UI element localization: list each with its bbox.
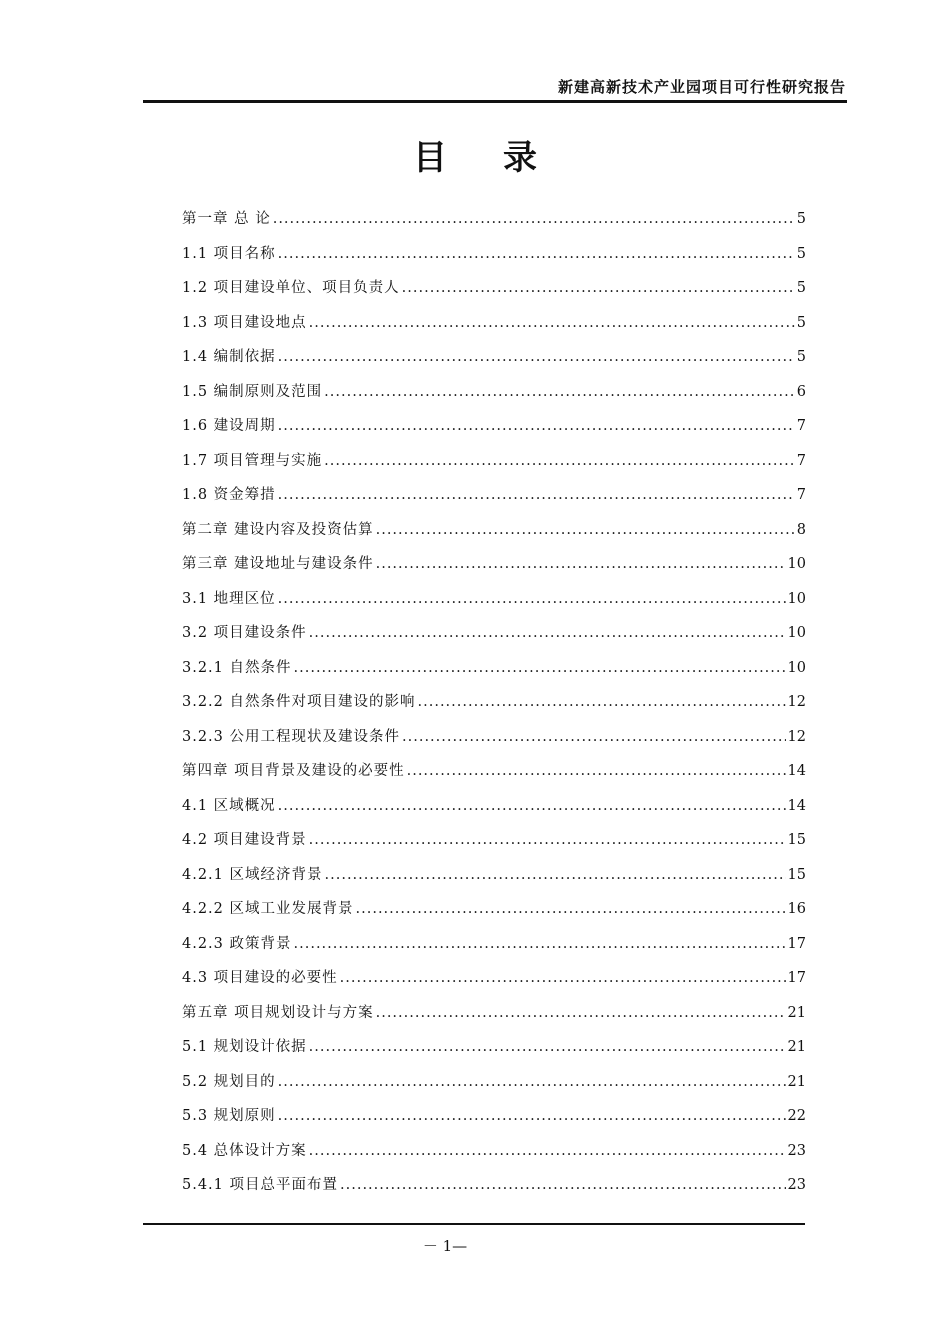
toc-entry-page: 14 xyxy=(787,763,806,779)
toc-entry-label: 第二章 建设内容及投资估算 xyxy=(182,521,374,538)
toc-entry-page: 10 xyxy=(787,556,806,572)
toc-entry[interactable] xyxy=(182,759,806,794)
toc-entry[interactable] xyxy=(182,656,806,691)
toc-entry-label: 4.3 项目建设的必要性 xyxy=(182,970,338,986)
toc-entry-page: 7 xyxy=(796,452,806,469)
toc-entry-label: 5.4.1 项目总平面布置 xyxy=(182,1177,339,1193)
toc-dot-leader xyxy=(278,1108,786,1124)
toc-entry[interactable] xyxy=(182,966,806,1001)
toc-entry-page: 12 xyxy=(787,694,806,710)
toc-entry-page: 17 xyxy=(787,935,806,952)
toc-entry[interactable] xyxy=(182,1104,806,1139)
toc-heading-char: 录 xyxy=(503,138,537,178)
toc-dot-leader xyxy=(407,763,786,779)
toc-entry-label: 3.2.2 自然条件对项目建设的影响 xyxy=(182,694,416,710)
toc-dot-leader xyxy=(376,556,786,572)
toc-dot-leader xyxy=(278,591,786,607)
toc-entry-label: 1.3 项目建设地点 xyxy=(182,314,307,331)
toc-dot-leader xyxy=(309,625,786,641)
toc-entry[interactable] xyxy=(182,621,806,656)
toc-entry[interactable] xyxy=(182,311,806,346)
toc-dot-leader xyxy=(309,1039,786,1055)
toc-entry[interactable] xyxy=(182,1173,806,1208)
toc-entry[interactable] xyxy=(182,725,806,760)
toc-entry[interactable] xyxy=(182,449,806,484)
toc-entry[interactable] xyxy=(182,897,806,932)
toc-entry-page: 22 xyxy=(787,1108,806,1124)
toc-entry-label: 1.2 项目建设单位、项目负责人 xyxy=(182,280,400,296)
toc-entry-label: 3.2.3 公用工程现状及建设条件 xyxy=(182,728,401,745)
toc-entry[interactable] xyxy=(182,932,806,967)
header-divider xyxy=(143,100,847,103)
toc-entry[interactable] xyxy=(182,1001,806,1036)
toc-entry-label: 1.7 项目管理与实施 xyxy=(182,452,323,469)
toc-entry-page: 14 xyxy=(787,797,806,814)
toc-dot-leader xyxy=(324,453,795,469)
toc-dot-leader xyxy=(376,522,795,538)
toc-entry[interactable] xyxy=(182,518,806,553)
toc-entry-label: 1.4 编制依据 xyxy=(182,349,276,365)
toc-entry-label: 4.2 项目建设背景 xyxy=(182,832,307,848)
toc-entry[interactable] xyxy=(182,794,806,829)
toc-dot-leader xyxy=(309,315,795,331)
toc-entry[interactable] xyxy=(182,1070,806,1105)
toc-entry[interactable] xyxy=(182,207,806,242)
toc-entry-page: 17 xyxy=(787,970,806,986)
toc-entry-page: 7 xyxy=(796,487,806,503)
toc-entry-label: 4.2.2 区域工业发展背景 xyxy=(182,901,354,917)
toc-entry-page: 15 xyxy=(787,832,806,848)
toc-entry-page: 15 xyxy=(787,866,806,883)
toc-entry-label: 第三章 建设地址与建设条件 xyxy=(182,556,374,572)
toc-entry[interactable] xyxy=(182,552,806,587)
toc-dot-leader xyxy=(402,280,795,296)
toc-entry-page: 23 xyxy=(787,1142,806,1159)
toc-entry-page: 10 xyxy=(787,590,806,607)
toc-entry[interactable] xyxy=(182,345,806,380)
toc-dot-leader xyxy=(278,246,795,262)
toc-entry-page: 21 xyxy=(787,1073,806,1090)
toc-entry-label: 1.6 建设周期 xyxy=(182,418,276,434)
toc-entry-label: 1.8 资金筹措 xyxy=(182,487,276,503)
toc-dot-leader xyxy=(278,349,795,365)
toc-entry-page: 5 xyxy=(796,349,806,365)
toc-entry-label: 第一章 总 论 xyxy=(182,211,271,227)
toc-dot-leader xyxy=(402,729,786,745)
toc-heading-char: 目 xyxy=(413,138,447,178)
toc-dot-leader xyxy=(376,1005,786,1021)
toc-entry-page: 5 xyxy=(796,211,806,227)
toc-entry-label: 3.2.1 自然条件 xyxy=(182,659,292,676)
toc-dot-leader xyxy=(309,832,786,848)
toc-entry-label: 第五章 项目规划设计与方案 xyxy=(182,1004,374,1021)
toc-entry-page: 12 xyxy=(787,728,806,745)
toc-entry[interactable] xyxy=(182,483,806,518)
toc-dot-leader xyxy=(309,1143,786,1159)
document-header-title: 新建高新技术产业园项目可行性研究报告 xyxy=(557,78,846,96)
toc-dot-leader xyxy=(278,798,786,814)
toc-dot-leader xyxy=(418,694,786,710)
toc-entry-label: 5.1 规划设计依据 xyxy=(182,1039,307,1055)
toc-entry-page: 6 xyxy=(796,383,806,400)
toc-entry-label: 5.2 规划目的 xyxy=(182,1073,276,1090)
toc-entry-label: 5.4 总体设计方案 xyxy=(182,1142,307,1159)
toc-entry-page: 10 xyxy=(787,625,806,641)
toc-entry[interactable] xyxy=(182,242,806,277)
toc-dot-leader xyxy=(278,418,795,434)
toc-entry[interactable] xyxy=(182,828,806,863)
toc-entry-page: 5 xyxy=(796,245,806,262)
toc-entry-label: 3.2 项目建设条件 xyxy=(182,625,307,641)
toc-entry[interactable] xyxy=(182,1139,806,1174)
toc-dot-leader xyxy=(340,1177,786,1193)
toc-entry-page: 5 xyxy=(796,280,806,296)
toc-dot-leader xyxy=(278,487,795,503)
toc-dot-leader xyxy=(356,901,786,917)
toc-dot-leader xyxy=(278,1074,786,1090)
toc-entry-page: 21 xyxy=(787,1004,806,1021)
toc-entry[interactable] xyxy=(182,414,806,449)
toc-entry-label: 4.2.1 区域经济背景 xyxy=(182,866,323,883)
toc-entry-page: 21 xyxy=(787,1039,806,1055)
toc-entry-label: 3.1 地理区位 xyxy=(182,590,276,607)
toc-entry-page: 7 xyxy=(796,418,806,434)
toc-entry-page: 10 xyxy=(787,659,806,676)
toc-dot-leader xyxy=(340,970,786,986)
toc-dot-leader xyxy=(273,211,795,227)
toc-entry[interactable] xyxy=(182,587,806,622)
toc-entry[interactable] xyxy=(182,1035,806,1070)
toc-entry-label: 4.2.3 政策背景 xyxy=(182,935,292,952)
toc-dot-leader xyxy=(294,660,786,676)
toc-entry-page: 16 xyxy=(787,901,806,917)
toc-entry-label: 1.5 编制原则及范围 xyxy=(182,383,323,400)
toc-entry[interactable] xyxy=(182,380,806,415)
toc-entry-page: 23 xyxy=(787,1177,806,1193)
toc-dot-leader xyxy=(325,867,786,883)
toc-list xyxy=(182,207,806,1208)
toc-entry-label: 4.1 区域概况 xyxy=(182,797,276,814)
toc-entry[interactable] xyxy=(182,690,806,725)
toc-entry-label: 第四章 项目背景及建设的必要性 xyxy=(182,763,405,779)
toc-heading xyxy=(0,130,950,179)
footer-page-number: － 1— xyxy=(422,1237,468,1255)
toc-entry-label: 1.1 项目名称 xyxy=(182,245,276,262)
toc-entry[interactable] xyxy=(182,863,806,898)
toc-entry-page: 5 xyxy=(796,314,806,331)
footer-divider xyxy=(143,1223,805,1225)
toc-entry[interactable] xyxy=(182,276,806,311)
toc-entry-label: 5.3 规划原则 xyxy=(182,1108,276,1124)
toc-dot-leader xyxy=(294,936,786,952)
toc-entry-page: 8 xyxy=(796,521,806,538)
toc-dot-leader xyxy=(324,384,795,400)
